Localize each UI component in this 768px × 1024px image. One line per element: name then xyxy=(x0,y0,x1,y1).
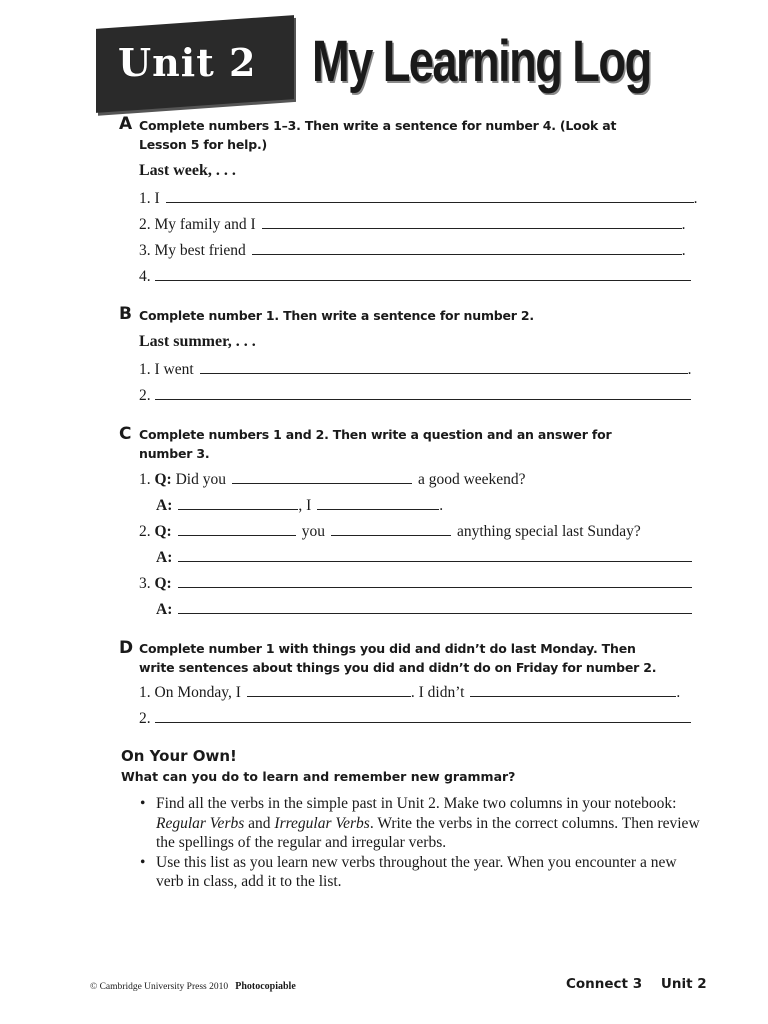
on-your-own-list xyxy=(140,794,700,892)
section-c-q3: 3. Q: xyxy=(139,573,692,593)
answer-line[interactable] xyxy=(155,385,691,400)
section-a-lead: Last week, . . . xyxy=(139,162,236,179)
section-a-instruction: Complete numbers 1–3. Then write a sentence for number 4. (Look at Lesson 5 for help.) xyxy=(139,118,617,152)
section-a-letter: A xyxy=(119,114,133,134)
section-c-q1: 1. Q: Did you a good weekend? xyxy=(139,471,526,488)
section-b-letter: B xyxy=(119,304,132,324)
answer-line[interactable] xyxy=(178,599,692,614)
answer-line[interactable] xyxy=(470,682,676,697)
answer-line[interactable] xyxy=(178,495,298,510)
answer-line[interactable] xyxy=(166,188,694,203)
page-title: My Learning Log xyxy=(312,29,651,94)
section-d-item-1: 1. On Monday, I . I didn’t . xyxy=(139,684,681,701)
unit-label: Unit 2 xyxy=(118,40,257,85)
answer-line[interactable] xyxy=(331,521,451,536)
section-d-instruction: Complete number 1 with things you did and didn’t do last Monday. Then write sentences about things you did and didn’t do on Friday for number 2. xyxy=(139,641,657,675)
list-item: • Use this list as you learn new verbs throughout the year. When you encounter a new verb in class, add it to the list. xyxy=(140,853,677,890)
answer-line[interactable] xyxy=(317,495,439,510)
section-a-item-3: 3. My best friend . xyxy=(139,242,686,259)
answer-line[interactable] xyxy=(200,359,688,374)
section-c-a3: A: xyxy=(156,599,692,619)
section-c-q2: 2. Q: you anything special last Sunday? xyxy=(139,523,641,540)
answer-line[interactable] xyxy=(178,573,692,588)
section-d-letter: D xyxy=(119,638,134,658)
answer-line[interactable] xyxy=(178,521,296,536)
section-c-instruction: Complete numbers 1 and 2. Then write a question and an answer for number 3. xyxy=(139,427,612,461)
section-b-instruction: Complete number 1. Then write a sentence for number 2. xyxy=(139,308,534,323)
section-c-a1: A: , I . xyxy=(156,497,444,514)
section-c-letter: C xyxy=(119,424,132,444)
section-b-item-2: 2. xyxy=(139,385,691,405)
answer-line[interactable] xyxy=(155,266,691,281)
answer-line[interactable] xyxy=(262,214,682,229)
section-a-item-1: 1. I . xyxy=(139,190,698,207)
list-item: • Find all the verbs in the simple past in Unit 2. Make two columns in your notebook: Regular Verbs and Irregular Verbs. Write the verbs in the correct columns. Then review the spellings of the regular and irregular verbs. xyxy=(140,795,700,851)
answer-line[interactable] xyxy=(178,547,692,562)
footer-book-info: Connect 3 Unit 2 xyxy=(566,976,707,992)
section-b-lead: Last summer, . . . xyxy=(139,333,256,350)
section-a-item-2: 2. My family and I . xyxy=(139,216,686,233)
on-your-own-heading: On Your Own! xyxy=(121,747,237,765)
section-a-item-4: 4. xyxy=(139,266,691,286)
section-c-a2: A: xyxy=(156,547,692,567)
answer-line[interactable] xyxy=(155,708,691,723)
section-d-item-2: 2. xyxy=(139,708,691,728)
answer-line[interactable] xyxy=(252,240,682,255)
answer-line[interactable] xyxy=(232,469,412,484)
on-your-own-question: What can you do to learn and remember new grammar? xyxy=(121,769,516,784)
footer-copyright: © Cambridge University Press 2010 Photocopiable xyxy=(90,981,296,992)
section-b-item-1: 1. I went . xyxy=(139,361,692,378)
answer-line[interactable] xyxy=(247,682,411,697)
